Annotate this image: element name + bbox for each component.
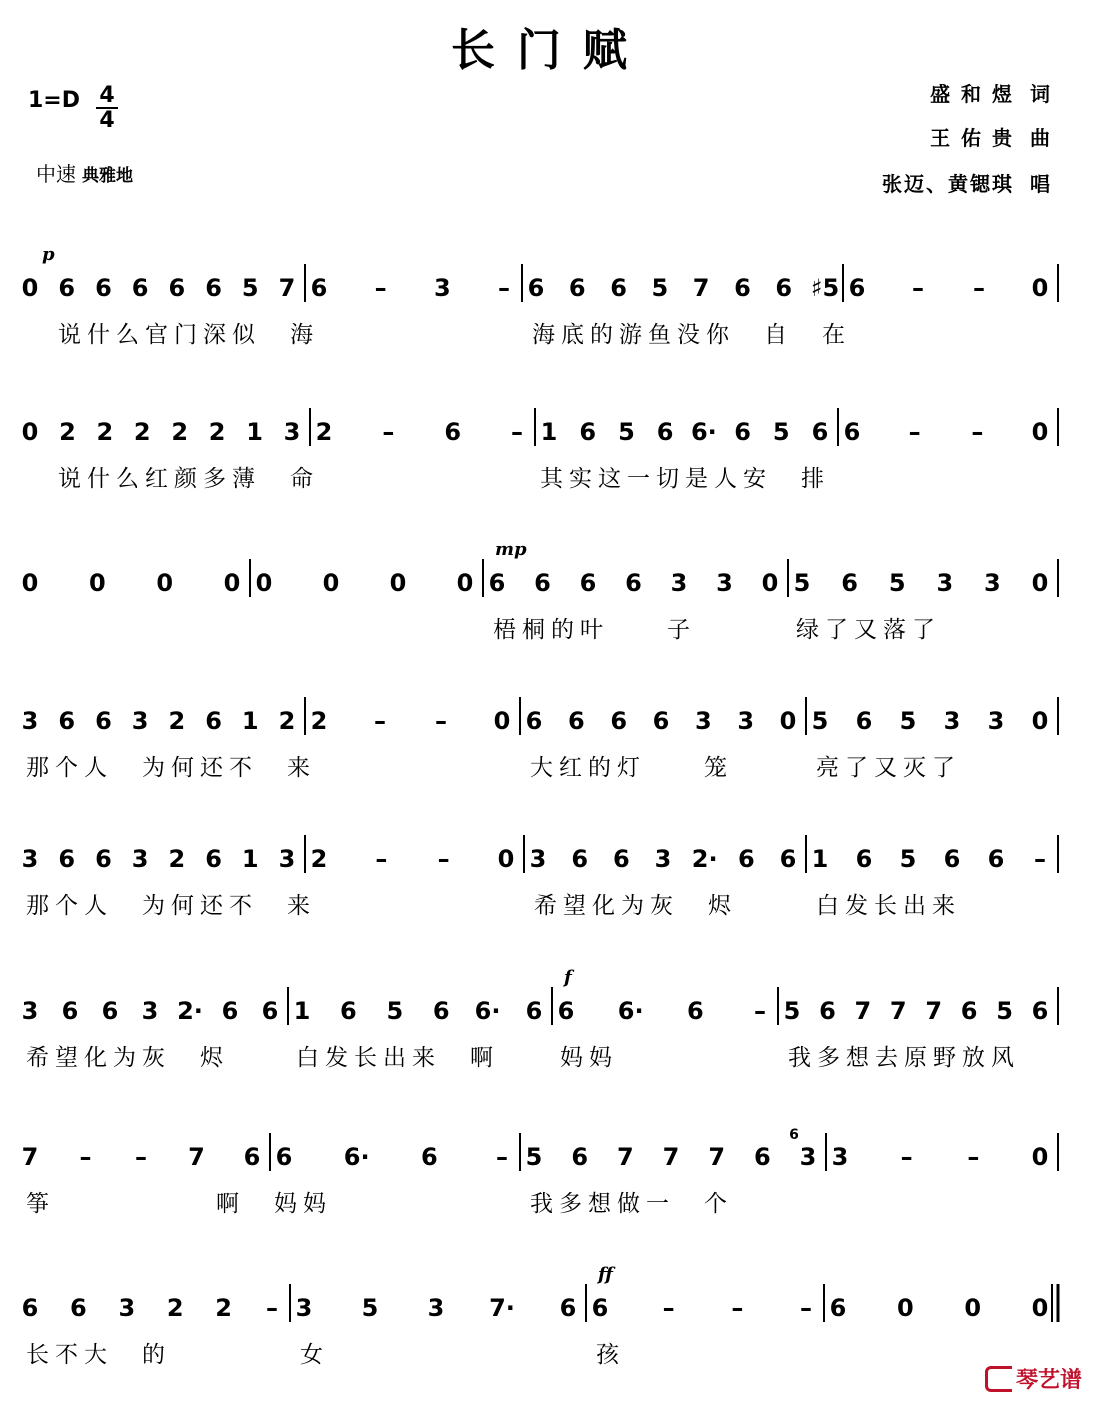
note: 3 [21,997,39,1025]
note: 1 [540,418,558,446]
note: 3 [278,845,296,873]
note: 6 [841,569,858,597]
note: 5 [899,845,917,873]
expression-text: 典雅地 [82,166,133,186]
lyric-line: 大红的灯 笼 [530,755,733,781]
lyric-line: 我多想去原野放风 [788,1045,1020,1071]
lyric-line: 说什么官门深似 海 [58,322,319,348]
note: 6 [625,569,642,597]
note: 3 [670,569,688,597]
note: 2 [310,707,328,735]
note: 7 [692,274,710,302]
lyric-line: 希望化为灰 烬 [26,1045,229,1071]
lyric-line: 筝 [26,1191,55,1217]
note: 2· [177,997,203,1025]
lyric-line: 孩 [596,1342,625,1368]
note: 3 [21,707,39,735]
note: 6· [690,418,717,446]
note: 0 [1031,569,1049,597]
note: 5 [772,418,790,446]
note: 0 [1031,418,1049,446]
note: 5 [651,274,669,302]
note: 6 [737,845,755,873]
lyric-line: 女 [300,1342,329,1368]
note: 6 [829,1294,847,1322]
singer-role: 唱 [1030,172,1052,196]
note: 7 [889,997,907,1025]
note: 6 [557,997,575,1025]
lyric-line: 那个人 为何还不 来 [26,755,316,781]
note: 2 [168,707,186,735]
note: 6 [571,1143,589,1171]
note: 6 [656,418,674,446]
note: 0 [88,569,106,597]
note: 6 [734,418,751,446]
note: 6· [617,997,644,1025]
grace-note: 6 [789,1127,799,1143]
note: 0 [964,1294,982,1322]
note: 1 [293,997,311,1025]
logo-mark-icon [985,1366,1012,1392]
note: 6 [987,845,1005,873]
note: 0 [456,569,474,597]
note: 3 [427,1294,445,1322]
note: 6 [855,845,873,873]
note: 6 [168,274,186,302]
lyric-line: 绿了又落了 [796,617,941,643]
note: 6 [579,569,597,597]
note: 3 [987,707,1005,735]
note: – [912,274,924,302]
note: 0 [255,569,273,597]
note: 6 [579,418,597,446]
note: – [266,1294,278,1322]
time-signature-bottom: 4 [99,108,115,133]
note: 2 [171,418,189,446]
note: 7 [708,1143,726,1171]
note: 6 [1031,997,1049,1025]
note: 6 [131,274,149,302]
note: 3 [654,845,672,873]
note: – [135,1143,147,1171]
lyric-line: 其实这一切是人安 排 [540,466,830,492]
key-signature: 1=D [28,88,81,113]
note: 6 [568,274,586,302]
note: 5 [241,274,259,302]
note: 0 [779,707,797,735]
note: 1 [241,707,259,735]
note: 7 [21,1143,39,1171]
note: 0 [223,569,241,597]
note: 0 [761,569,779,597]
note: – [800,1294,812,1322]
dynamic-mark: ff [598,1264,613,1285]
note: 6 [205,707,222,735]
note: – [662,1294,675,1322]
note: 2 [59,418,76,446]
note: 6 [95,274,112,302]
note: 1 [811,845,829,873]
note: – [1034,845,1046,873]
note: 6 [275,1143,293,1171]
note: 6 [525,997,543,1025]
note: 6 [734,274,751,302]
note: 6 [432,997,450,1025]
note: 6 [610,274,627,302]
note: 3 [131,845,149,873]
note: 0 [21,569,39,597]
note: 2· [691,845,718,873]
note: 3 [936,569,954,597]
note: 6 [819,997,836,1025]
note: 6 [205,274,222,302]
note: 2 [96,418,114,446]
lyric-line: 说什么红颜多薄 命 [58,466,319,492]
note: 0 [493,707,511,735]
note: 3 [433,274,451,302]
note: 3 [799,1143,817,1171]
lyric-line: 希望化为灰 烬 [534,893,737,919]
note: 3 [131,707,149,735]
note: 6 [221,997,239,1025]
note: 0 [322,569,340,597]
lyric-line: 我多想做一 个 [530,1191,733,1217]
note: – [973,274,985,302]
note: 7 [278,274,296,302]
note: 3 [694,707,712,735]
note: – [900,1143,913,1171]
note: – [435,707,447,735]
note: 3 [831,1143,849,1171]
note: 6 [58,845,76,873]
lyric-line: 长不大 的 [26,1342,171,1368]
note: 6 [559,1294,577,1322]
note: 6· [343,1143,370,1171]
lyric-line: 那个人 为何还不 来 [26,893,316,919]
note: 5 [783,997,801,1025]
note: 5 [525,1143,543,1171]
note: – [754,997,766,1025]
lyricist-role: 词 [1030,82,1052,106]
note: 2 [310,845,328,873]
note: 0 [389,569,407,597]
lyricist-name: 盛 和 煜 [930,82,1014,106]
lyric-line: 白发长出来 [816,893,961,919]
note: 6 [652,707,670,735]
note: 6 [205,845,222,873]
song-title: 长门赋 [451,25,649,76]
note: 3 [283,418,301,446]
note: 6 [95,707,112,735]
note: – [511,418,523,446]
note: – [731,1294,744,1322]
note: 5 [618,418,635,446]
note: 3 [295,1294,313,1322]
note: 7 [662,1143,680,1171]
note: – [908,418,921,446]
lyric-line: 妈妈 [560,1045,618,1071]
singer-name: 张迈、黄锶琪 [882,172,1014,196]
note: 6 [943,845,961,873]
dynamic-mark: p [42,244,55,265]
note: 6 [70,1294,87,1322]
note: 6 [261,997,279,1025]
tempo-text: 中速 [36,162,76,186]
note: 0 [21,418,39,446]
watermark-logo [985,1363,1082,1394]
note: 6· [474,997,501,1025]
note: 6 [101,997,119,1025]
note: 6 [855,707,873,735]
note: 6 [21,1294,39,1322]
note: 0 [21,274,39,302]
note: 6 [488,569,506,597]
dynamic-mark: f [564,967,572,988]
note: 6 [527,274,545,302]
note: 3 [716,569,733,597]
note: 2 [215,1294,232,1322]
note: 0 [1031,707,1049,735]
time-signature-top: 4 [99,83,115,108]
lyric-line: 亮了又灭了 [816,755,961,781]
note: 6 [610,707,628,735]
note: 6 [591,1294,609,1322]
note: – [375,845,388,873]
lyric-line: 啊 妈妈 [216,1191,332,1217]
note: – [967,1143,980,1171]
note: 6 [444,418,462,446]
note: 2 [208,418,226,446]
note: 0 [497,845,515,873]
note: 6 [960,997,978,1025]
note: 3 [118,1294,136,1322]
note: 3 [984,569,1001,597]
note: 6 [340,997,357,1025]
note: 2 [278,707,296,735]
note: 3 [141,997,159,1025]
composer-name: 王 佑 贵 [930,126,1014,150]
note: 3 [21,845,39,873]
note: 6 [243,1143,261,1171]
note: 6 [811,418,829,446]
note: 7· [489,1294,515,1322]
note: 6 [95,845,112,873]
note: 0 [896,1294,914,1322]
note: 0 [1031,1294,1049,1322]
lyric-line: 梧桐的叶 子 [493,617,696,643]
lyric-line: 白发长出来 啊 [296,1045,499,1071]
note: 6 [310,274,328,302]
note: – [498,274,510,302]
note: 7 [854,997,872,1025]
note: 5 [361,1294,379,1322]
note: – [374,707,386,735]
note: – [374,274,387,302]
note: 6 [534,569,551,597]
dynamic-mark: mp [495,539,527,560]
note: 5 [996,997,1013,1025]
note: 3 [737,707,755,735]
note: 5 [386,997,404,1025]
note: 5 [888,569,906,597]
note: 6 [843,418,861,446]
note: 6 [420,1143,438,1171]
note: 6 [775,274,793,302]
note: – [437,845,450,873]
note: 0 [1031,274,1049,302]
note: – [496,1143,508,1171]
note: 6 [571,845,589,873]
watermark-text: 琴艺谱 [1015,1368,1082,1393]
note: 6 [58,707,76,735]
note: – [79,1143,92,1171]
note: 6 [686,997,704,1025]
lyric-line: 海底的游鱼没你 自 在 [532,322,851,348]
note: – [971,418,984,446]
note: 6 [612,845,630,873]
note: 6 [525,707,543,735]
note: 7 [616,1143,634,1171]
note: 6 [61,997,79,1025]
note: 6 [848,274,866,302]
note: 7 [188,1143,205,1171]
note: 5 [811,707,829,735]
note: 5 [793,569,811,597]
note: ♯5 [810,274,840,302]
note: 6 [58,274,76,302]
note: 0 [1031,1143,1049,1171]
note: 6 [779,845,797,873]
note: 3 [529,845,547,873]
note: 2 [166,1294,184,1322]
note: 5 [899,707,917,735]
composer-role: 曲 [1030,126,1052,150]
note: 1 [241,845,259,873]
note: 2 [133,418,151,446]
note: 3 [943,707,961,735]
note: 6 [753,1143,771,1171]
note: 2 [315,418,333,446]
note: – [382,418,395,446]
note: 1 [246,418,263,446]
note: 7 [925,997,943,1025]
note: 2 [168,845,186,873]
note: 6 [567,707,585,735]
note: 0 [156,569,174,597]
